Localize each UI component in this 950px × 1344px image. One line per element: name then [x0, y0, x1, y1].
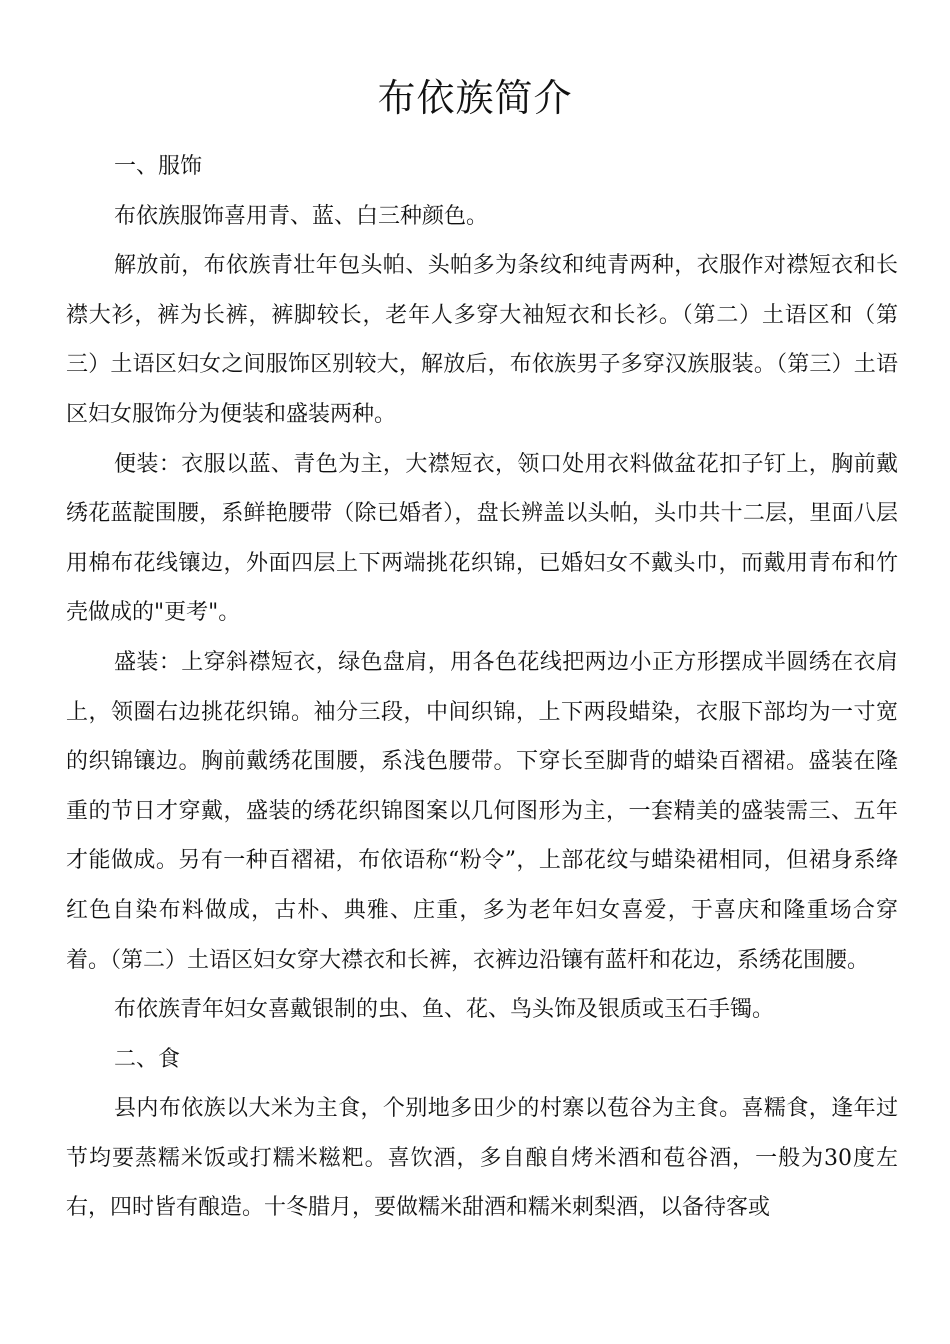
section-heading-food: 二、食: [114, 1046, 181, 1072]
paragraph: 解放前，布依族青壮年包头帕、头帕多为条纹和纯青两种，衣服作对襟短衣和长襟大衫，裤为长裤，裤脚较长，老年人多穿大袖短衣和长衫。（第二）土语区和（第三）土语区妇女之间服饰区别较大，解放后，布依族男子多穿汉族服装。（第三）土语区妇女服饰分为便装和盛装两种。: [66, 253, 898, 427]
document-title: 布依族简介: [377, 76, 573, 120]
document-body: [66, 142, 898, 1233]
paragraph: 便装：衣服以蓝、青色为主，大襟短衣，领口处用衣料做盆花扣子钉上，胸前戴绣花蓝靛围腰，系鲜艳腰带（除已婚者），盘长辨盖以头帕，头巾共十二层，里面八层用棉布花线镶边，外面四层上下两端挑花织锦，已婚妇女不戴头巾，而戴用青布和竹壳做成的"更考"。: [66, 451, 898, 626]
section-heading-clothing: 一、服饰: [114, 154, 203, 179]
paragraph: 布依族青年妇女喜戴银制的虫、鱼、花、鸟头饰及银质或玉石手镯。: [114, 997, 775, 1023]
paragraph: 县内布依族以大米为主食，个别地多田少的村寨以苞谷为主食。喜糯食，逢年过节均要蒸糯米饭或打糯米糍粑。喜饮酒，多自酿自烤米酒和苞谷酒，一般为30度左右，四时皆有酿造。十冬腊月，要做糯米甜酒和糯米刺梨酒，以备待客或: [66, 1096, 898, 1221]
paragraph: 盛装：上穿斜襟短衣，绿色盘肩，用各色花线把两边小正方形摆成半圆绣在衣肩上，领圈右边挑花织锦。袖分三段，中间织锦，上下两段蜡染，衣服下部均为一寸宽的织锦镶边。胸前戴绣花围腰，系浅色腰带。下穿长至脚背的蜡染百褶裙。盛装在隆重的节日才穿戴，盛装的绣花织锦图案以几何图形为主，一套精美的盛装需三、五年才能做成。另有一种百褶裙，布依语称“粉令”，上部花纹与蜡染裙相同，但裙身系绛红色自染布料做成，古朴、典雅、庄重，多为老年妇女喜爱，于喜庆和隆重场合穿着。（第二）土语区妇女穿大襟衣和长裤，衣裤边沿镶有蓝杆和花边，系绣花围腰。: [66, 649, 898, 973]
paragraph: 布依族服饰喜用青、蓝、白三种颜色。: [114, 203, 489, 229]
